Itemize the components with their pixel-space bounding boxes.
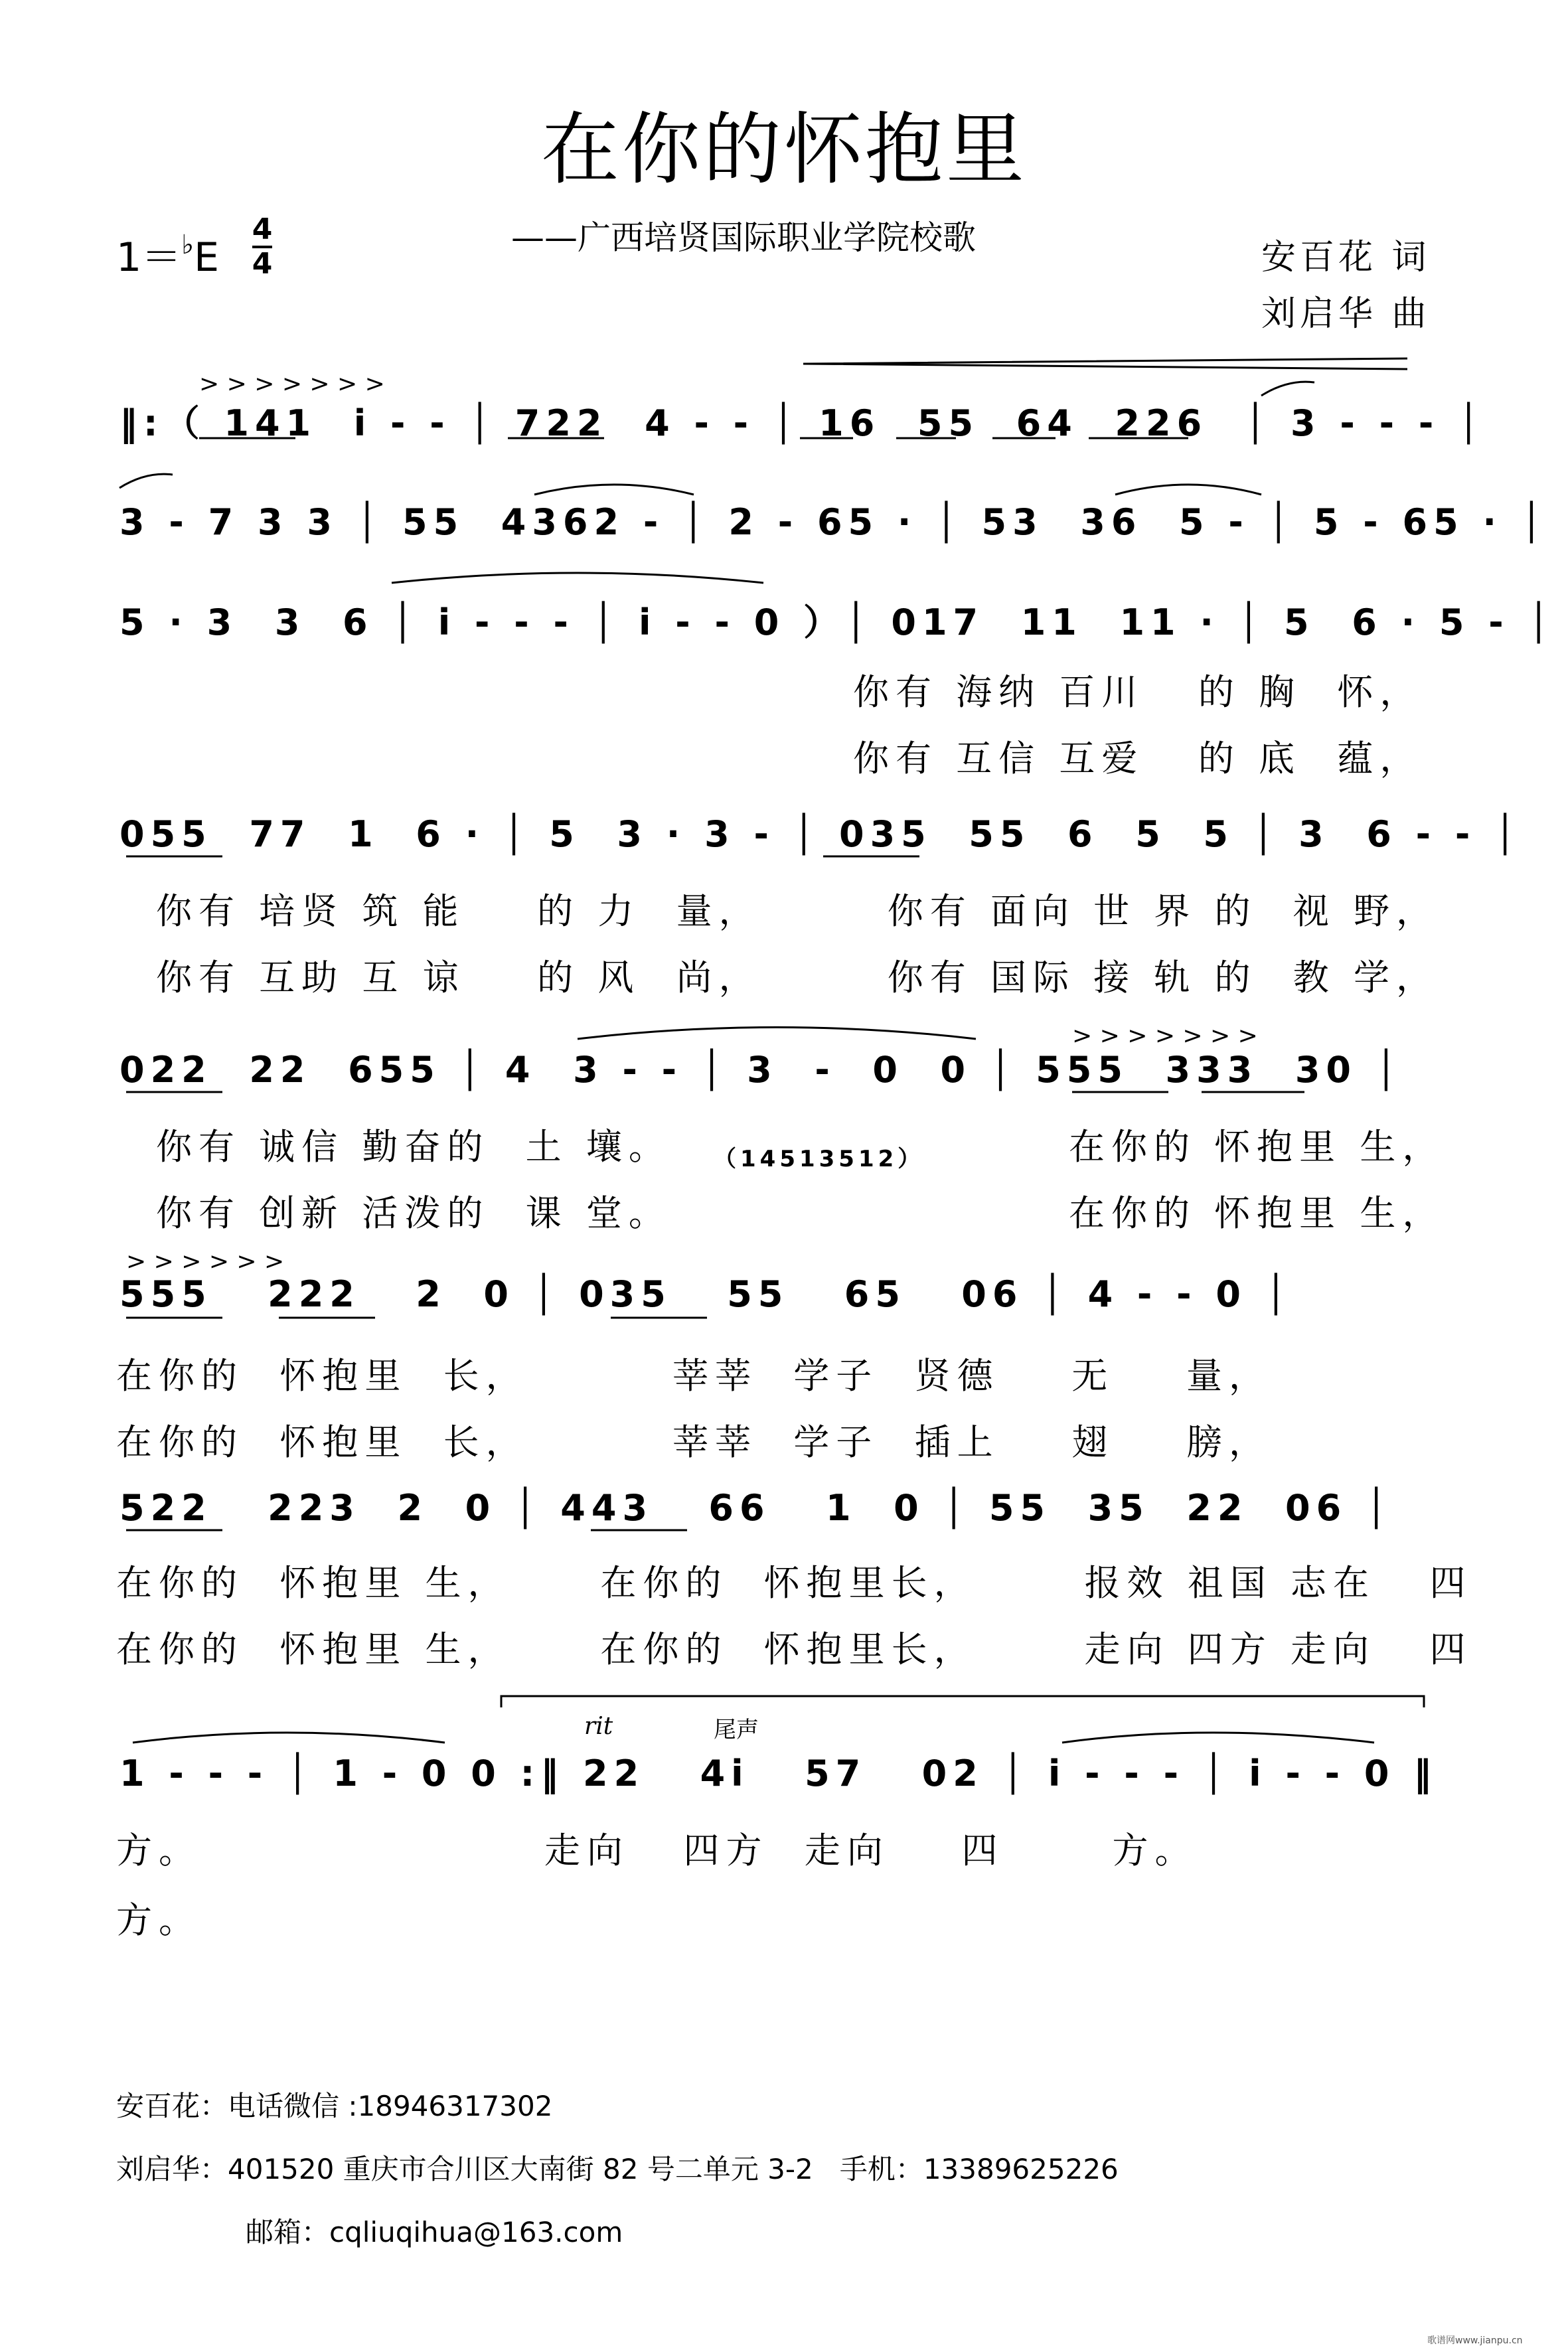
lyric-line-8b: 方。 [116, 1899, 201, 1941]
ending-lyric-line: 走向 四方 走向 四 方。 [544, 1830, 1198, 1871]
notation-system-6: 555 222 2 0 │ 035 55 65 06 │ 4 - - 0 │ [119, 1273, 1293, 1315]
flat-sign: ♭ [181, 230, 195, 260]
notation-system-5: 022 22 655 │ 4 3 - - │ 3 - 0 0 │ 555 333 30 │ [119, 1049, 1403, 1091]
lyric-line-7b: 在你的 怀抱里 生， 在你的 怀抱里长， 走向 四方 走向 四 [116, 1628, 1472, 1670]
notation-system-7: 522 223 2 0 │ 443 66 1 0 │ 55 35 22 06 │ [119, 1487, 1393, 1529]
lyric-line-4a: 你有 培贤 筑 能 的 力 量， 你有 面向 世 界 的 视 野， [156, 890, 1439, 932]
slur-3 [534, 485, 694, 495]
slur-6 [578, 1028, 976, 1040]
accent-marks-2: > > > > > > > [1072, 1022, 1258, 1050]
key-prefix: 1＝ [116, 234, 182, 281]
composer-credit: 刘启华 曲 [1261, 294, 1431, 334]
lyric-line-4b: 你有 互助 互 谅 的 风 尚， 你有 国际 接 轨 的 教 学， [156, 957, 1439, 998]
lyric-line-7a: 在你的 怀抱里 生， 在你的 怀抱里长， 报效 祖国 志在 四 [116, 1562, 1472, 1604]
song-subtitle: ——广西培贤国际职业学院校歌 [511, 218, 976, 257]
lyricist-credit: 安百花 词 [1261, 238, 1431, 277]
notation-system-8: 1 - - - │ 1 - 0 0 :‖ 22 4i 57 02 │ i - - - │ i - - 0 ‖ [119, 1753, 1438, 1794]
watermark: 歌谱网www.jianpu.cn [1427, 2335, 1523, 2346]
time-signature-top: 4 [252, 212, 273, 246]
contact-line-composer: 刘启华：401520 重庆市合川区大南街 82 号二单元 3-2 手机：13389625226 [116, 2153, 1119, 2185]
notation-system-1: ‖:（ 141 i - - │ 722 4 - - │ 16 55 64 226 │ 3 - - - │ [119, 402, 1486, 444]
song-title: 在你的怀抱里 [540, 104, 1027, 195]
lyric-line-3b: 你有 互信 互爱 的 底 蕴， [853, 738, 1423, 779]
lyric-line-6a: 在你的 怀抱里 长， 莘莘 学子 贤德 无 量， [116, 1355, 1271, 1397]
accent-marks-1: > > > > > > > [199, 370, 385, 398]
ritardando-mark: rit [584, 1713, 613, 1740]
slur-8 [1062, 1733, 1374, 1743]
slur-1 [1261, 382, 1314, 396]
notation-system-2: 3 - 7 3 3 │ 55 4362 - │ 2 - 65 · │ 53 36 5 - │ 5 - 65 · │ [119, 501, 1549, 543]
lyric-line-8a: 方。 [116, 1830, 201, 1871]
slur-2 [119, 474, 173, 488]
chorus-line-5a: 在你的 怀抱里 生， [1069, 1126, 1445, 1168]
interlude-notes: （14513512） [714, 1146, 925, 1172]
lyric-line-6b: 在你的 怀抱里 长， 莘莘 学子 插上 翅 膀， [116, 1421, 1271, 1463]
accent-marks-3: > > > > > > [126, 1248, 285, 1275]
chorus-line-5b: 在你的 怀抱里 生， [1069, 1192, 1445, 1234]
time-signature-bottom: 4 [252, 247, 273, 281]
key-note: E [194, 234, 219, 281]
slur-7 [133, 1733, 445, 1743]
coda-label: 尾声 [714, 1717, 759, 1743]
coda-bracket [501, 1696, 1424, 1707]
crescendo-hairpin [803, 358, 1407, 369]
contact-line-lyricist: 安百花：电话微信 :18946317302 [116, 2090, 553, 2122]
contact-line-email: 邮箱：cqliuqihua@163.com [246, 2216, 623, 2248]
slur-4 [1115, 485, 1261, 495]
lyric-line-5a: 你有 诚信 勤奋的 土 壤。 [156, 1126, 671, 1168]
notation-system-4: 055 77 1 6 · │ 5 3 · 3 - │ 035 55 6 5 5 │ 3 6 - - │ [119, 813, 1522, 855]
lyric-line-5b: 你有 创新 活泼的 课 堂。 [156, 1192, 671, 1234]
lyric-line-3a: 你有 海纳 百川 的 胸 怀， [853, 671, 1423, 713]
slur-5 [392, 573, 763, 583]
notation-system-3: 5 · 3 3 6 │ i - - - │ i - - 0 ）│ 017 11 11 · │ 5 6 · 5 - │ [119, 601, 1555, 643]
